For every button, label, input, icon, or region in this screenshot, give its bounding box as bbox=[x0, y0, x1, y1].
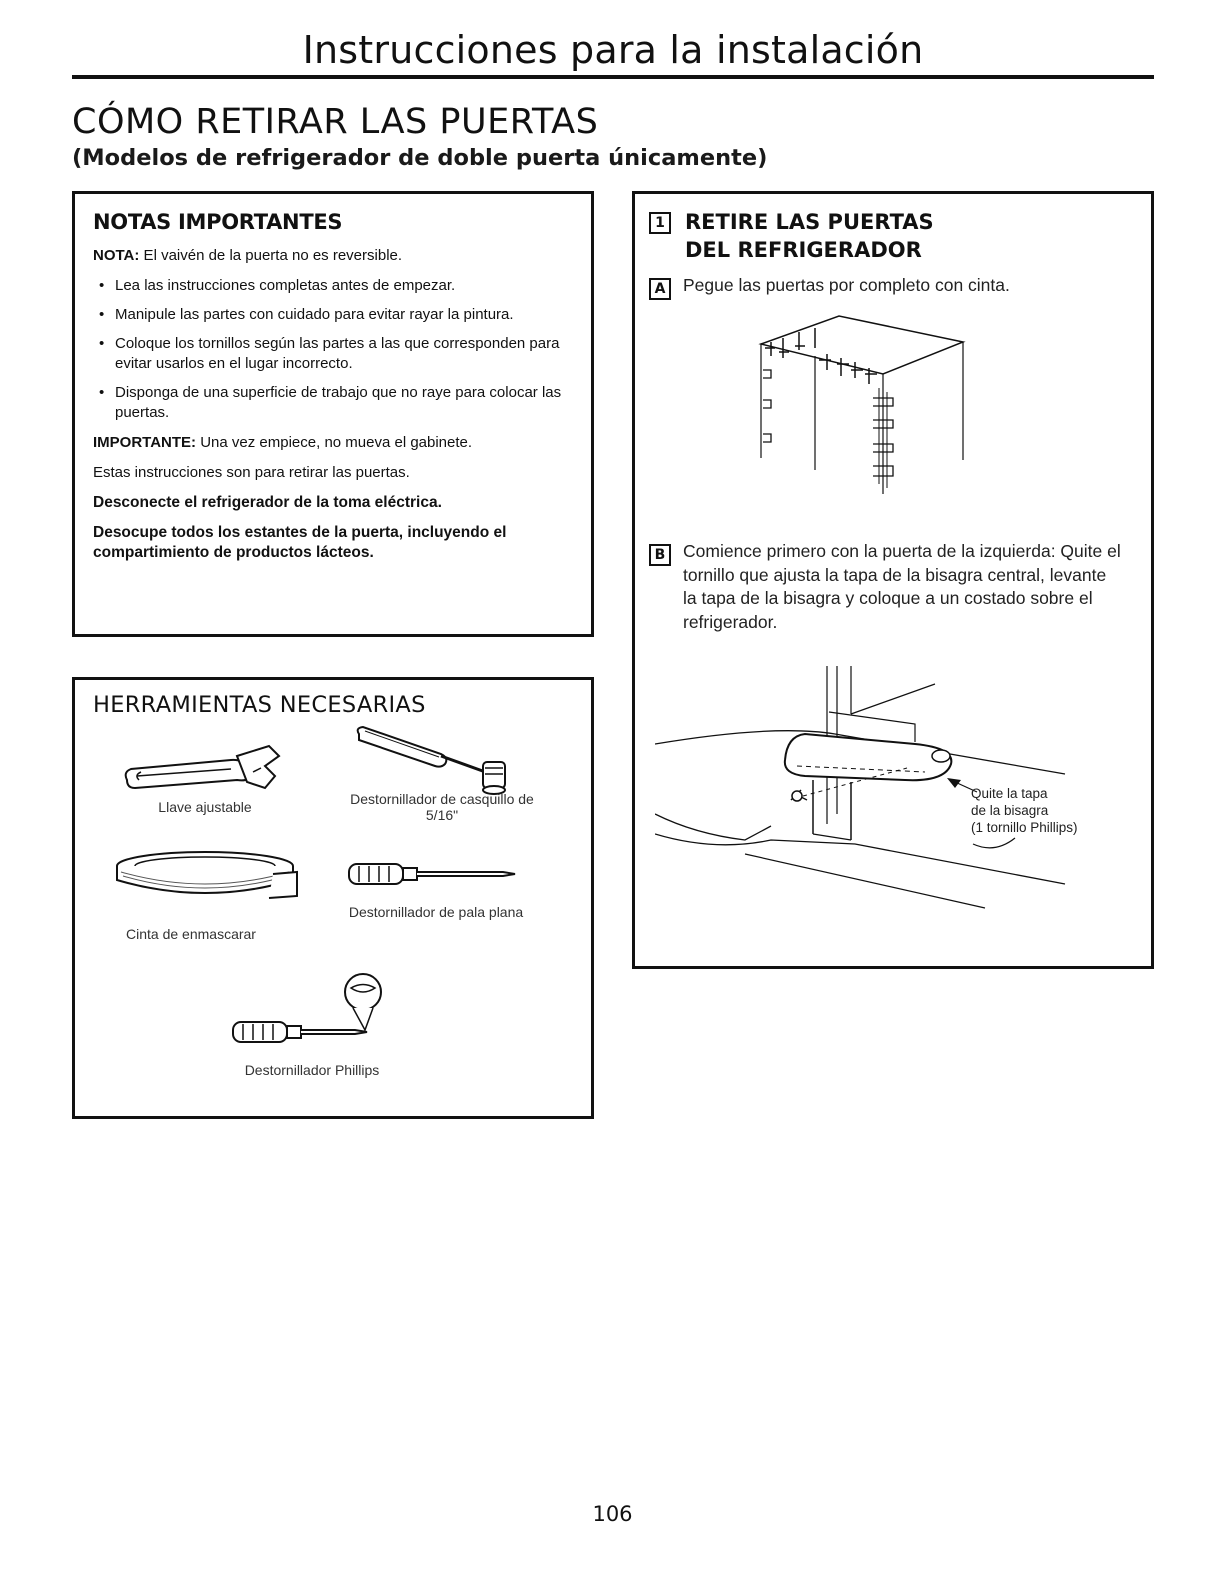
step-title-line2: DEL REFRIGERADOR bbox=[685, 238, 922, 262]
important-notes-box bbox=[72, 191, 594, 637]
flat-screwdriver-label: Destornillador de pala plana bbox=[348, 904, 524, 920]
bullet-item: • Manipule las partes con cuidado para evitar rayar la pintura. bbox=[93, 305, 573, 325]
callout-line-2: de la bisagra bbox=[971, 803, 1049, 818]
importante-text: Una vez empiece, no mueva el gabinete. bbox=[196, 434, 473, 451]
tools-heading: HERRAMIENTAS NECESARIAS bbox=[93, 692, 426, 718]
masking-tape-icon bbox=[105, 844, 301, 922]
note-line bbox=[93, 246, 573, 266]
notes-bullet-list bbox=[93, 276, 573, 423]
step-title bbox=[685, 208, 934, 264]
flat-screwdriver-icon bbox=[343, 859, 523, 889]
step-title-line1: RETIRE LAS PUERTAS bbox=[685, 210, 934, 234]
substep-b-text: Comience primero con la puerta de la izquierda: Quite el tornillo que ajusta la tapa de la bisagra central, levante la tapa de la bisagra y coloque a un costado sobre el refrigerador. bbox=[683, 541, 1121, 632]
masking-tape-label: Cinta de enmascarar bbox=[126, 926, 256, 942]
page-number: 106 bbox=[592, 1502, 633, 1526]
page-header-title: Instrucciones para la instalación bbox=[302, 28, 924, 72]
empty-shelves-warning: Desocupe todos los estantes de la puerta, incluyendo el compartimiento de productos lácteos. bbox=[93, 524, 507, 561]
importante-label: IMPORTANTE: bbox=[93, 434, 197, 451]
callout-line-1: Quite la tapa bbox=[971, 786, 1048, 801]
substep-a-text: Pegue las puertas por completo con cinta. bbox=[683, 275, 1010, 295]
step-number-badge: 1 bbox=[649, 212, 671, 234]
bullet-item: • Disponga de una superficie de trabajo que no raye para colocar las puertas. bbox=[93, 383, 573, 423]
callout-line-3: (1 tornillo Phillips) bbox=[971, 820, 1078, 835]
adjustable-wrench-icon bbox=[119, 742, 289, 802]
header-rule bbox=[72, 75, 1154, 79]
phillips-screwdriver-icon bbox=[227, 972, 407, 1052]
tools-needed-box bbox=[72, 677, 594, 1119]
remove-doors-step-box bbox=[632, 191, 1154, 969]
taped-doors-illustration bbox=[755, 308, 975, 498]
phillips-screwdriver-label: Destornillador Phillips bbox=[244, 1062, 380, 1078]
substep-a-badge: A bbox=[649, 278, 671, 300]
disconnect-warning: Desconecte el refrigerador de la toma eléctrica. bbox=[93, 494, 442, 511]
hinge-callout bbox=[971, 785, 1151, 836]
notes-heading: NOTAS IMPORTANTES bbox=[93, 210, 343, 234]
bullet-item: • Coloque los tornillos según las partes a las que corresponden para evitar usarlos en el lugar incorrecto. bbox=[93, 334, 573, 374]
importante-line bbox=[93, 433, 573, 453]
substep-b-badge: B bbox=[649, 544, 671, 566]
nota-text: El vaivén de la puerta no es reversible. bbox=[139, 247, 403, 264]
section-title: CÓMO RETIRAR LAS PUERTAS bbox=[72, 102, 599, 142]
bullet-item: • Lea las instrucciones completas antes de empezar. bbox=[93, 276, 573, 296]
section-subtitle: (Modelos de refrigerador de doble puerta únicamente) bbox=[72, 145, 768, 171]
socket-driver-label: Destornillador de casquillo de 5/16" bbox=[350, 791, 534, 823]
wrench-label: Llave ajustable bbox=[158, 799, 252, 815]
instructions-scope-line: Estas instrucciones son para retirar las puertas. bbox=[93, 464, 410, 481]
nota-label: NOTA: bbox=[93, 247, 140, 264]
